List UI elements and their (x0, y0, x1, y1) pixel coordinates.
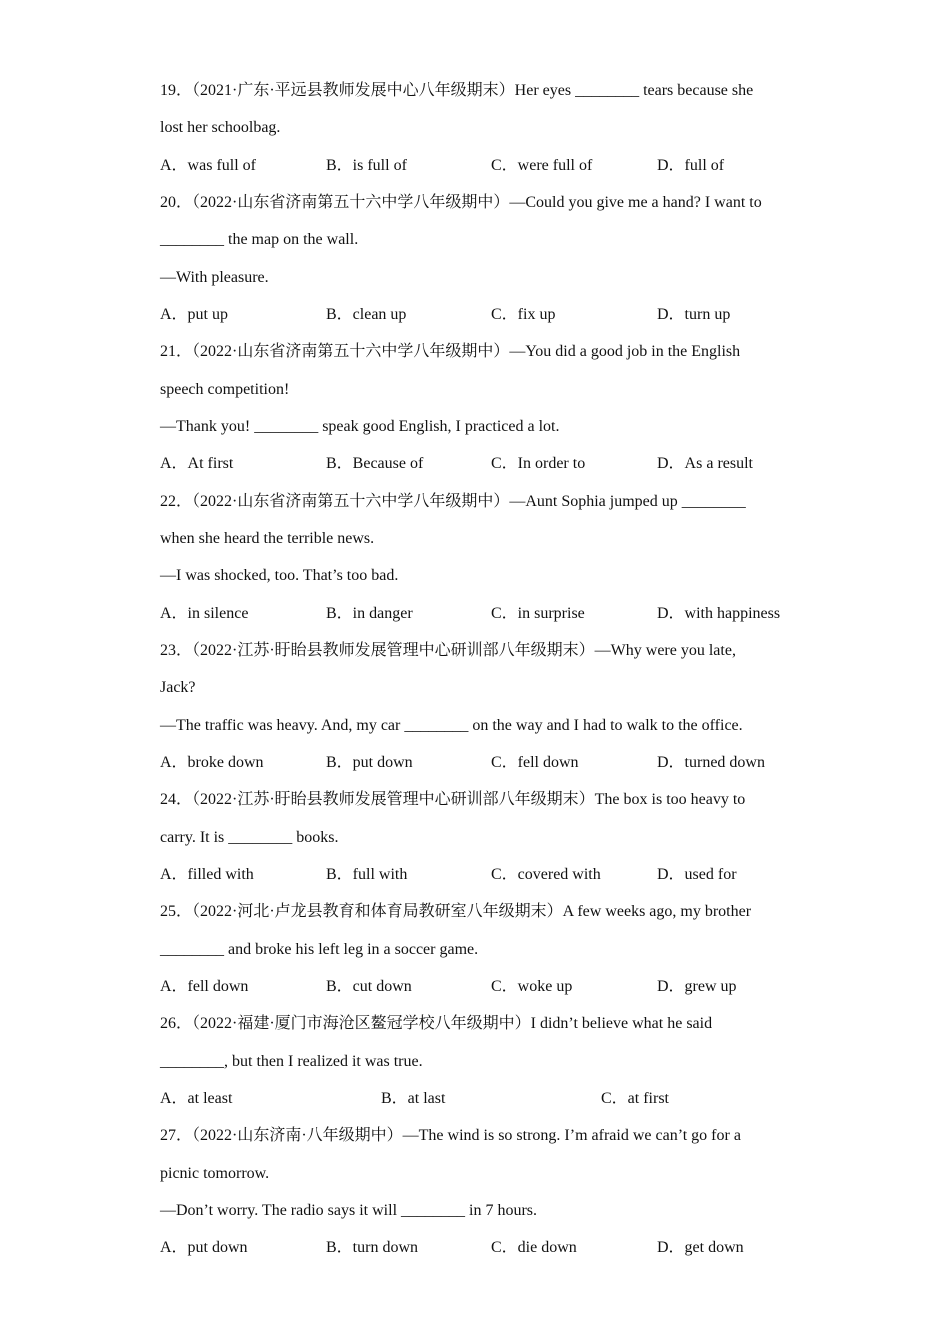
question-21-options (160, 452, 800, 476)
question-27-options (160, 1236, 800, 1260)
question-25-stem-line-2: ________ and broke his left leg in a soccer game. (160, 941, 479, 958)
question-21-stem-line-1: 21．（2022·山东省济南第五十六中学八年级期中）—You did a good job in the English (160, 343, 741, 360)
question-22-options (160, 602, 800, 626)
question-20-stem-line-1: 20．（2022·山东省济南第五十六中学八年级期中）—Could you give me a hand? I want to (160, 194, 762, 211)
question-22-stem-line-3: —I was shocked, too. That’s too bad. (160, 567, 399, 584)
question-20-option-a: A．put up (160, 306, 229, 323)
question-27-option-b: B．turn down (326, 1239, 419, 1256)
question-20-stem-line-3: —With pleasure. (160, 269, 269, 286)
question-26-stem-line-2: ________, but then I realized it was true. (160, 1053, 423, 1070)
question-21-stem-line-3: —Thank you! ________ speak good English, I practiced a lot. (160, 418, 560, 435)
question-22-option-d: D．with happiness (657, 605, 781, 622)
question-25-option-c: C．woke up (491, 978, 573, 995)
question-26-option-b: B．at last (381, 1090, 446, 1107)
question-27-option-a: A．put down (160, 1239, 248, 1256)
question-26-stem-line-1: 26．（2022·福建·厦门市海沧区鳌冠学校八年级期中）I didn’t believe what he said (160, 1015, 713, 1032)
question-22-stem-line-1: 22．（2022·山东省济南第五十六中学八年级期中）—Aunt Sophia jumped up ________ (160, 493, 746, 510)
question-22-option-c: C．in surprise (491, 605, 585, 622)
question-19-option-c: C．were full of (491, 157, 593, 174)
question-25-option-d: D．grew up (657, 978, 737, 995)
question-25-options (160, 975, 800, 999)
question-19-stem-line-1: 19．（2021·广东·平远县教师发展中心八年级期末）Her eyes ________ tears because she (160, 82, 754, 99)
question-20-stem-line-2: ________ the map on the wall. (160, 231, 359, 248)
question-23-options (160, 751, 800, 775)
question-27-stem-line-2: picnic tomorrow. (160, 1165, 270, 1182)
question-25-option-b: B．cut down (326, 978, 412, 995)
question-24-option-b: B．full with (326, 866, 408, 883)
question-20-option-b: B．clean up (326, 306, 407, 323)
question-23-option-b: B．put down (326, 754, 413, 771)
question-25-stem-line-1: 25．（2022·河北·卢龙县教育和体育局教研室八年级期末）A few weeks ago, my brother (160, 903, 752, 920)
question-22-option-b: B．in danger (326, 605, 413, 622)
question-23-option-c: C．fell down (491, 754, 579, 771)
question-24-stem-line-1: 24．（2022·江苏·盱眙县教师发展管理中心研训部八年级期末）The box is too heavy to (160, 791, 746, 808)
question-19-stem-line-2: lost her schoolbag. (160, 119, 281, 136)
question-23-stem-line-2: Jack? (160, 679, 196, 696)
question-21-option-a: A．At first (160, 455, 234, 472)
question-21-option-c: C．In order to (491, 455, 586, 472)
question-24-option-d: D．used for (657, 866, 737, 883)
question-23-stem-line-1: 23．（2022·江苏·盱眙县教师发展管理中心研训部八年级期末）—Why were you late, (160, 642, 736, 659)
question-26-options (160, 1087, 800, 1111)
question-22-stem-line-2: when she heard the terrible news. (160, 530, 375, 547)
question-20-option-c: C．fix up (491, 306, 556, 323)
question-19-option-d: D．full of (657, 157, 725, 174)
question-19-options (160, 154, 800, 178)
question-24-options (160, 863, 800, 887)
question-23-option-d: D．turned down (657, 754, 765, 771)
question-20-option-d: D．turn up (657, 306, 731, 323)
question-26-option-c: C．at first (601, 1090, 669, 1107)
question-21-option-d: D．As a result (657, 455, 753, 472)
question-19-option-b: B．is full of (326, 157, 407, 174)
question-24-option-c: C．covered with (491, 866, 601, 883)
question-23-stem-line-3: —The traffic was heavy. And, my car ________ on the way and I had to walk to the office. (160, 717, 743, 734)
question-27-stem-line-1: 27．（2022·山东济南·八年级期中）—The wind is so strong. I’m afraid we can’t go for a (160, 1127, 741, 1144)
question-23-option-a: A．broke down (160, 754, 264, 771)
question-21-option-b: B．Because of (326, 455, 424, 472)
question-26-option-a: A．at least (160, 1090, 233, 1107)
question-25-option-a: A．fell down (160, 978, 249, 995)
question-27-option-c: C．die down (491, 1239, 577, 1256)
question-22-option-a: A．in silence (160, 605, 249, 622)
question-19-option-a: A．was full of (160, 157, 256, 174)
question-24-stem-line-2: carry. It is ________ books. (160, 829, 339, 846)
question-24-option-a: A．filled with (160, 866, 254, 883)
question-20-options (160, 303, 800, 327)
question-27-option-d: D．get down (657, 1239, 744, 1256)
question-21-stem-line-2: speech competition! (160, 381, 290, 398)
question-27-stem-line-3: —Don’t worry. The radio says it will ________ in 7 hours. (160, 1202, 538, 1219)
